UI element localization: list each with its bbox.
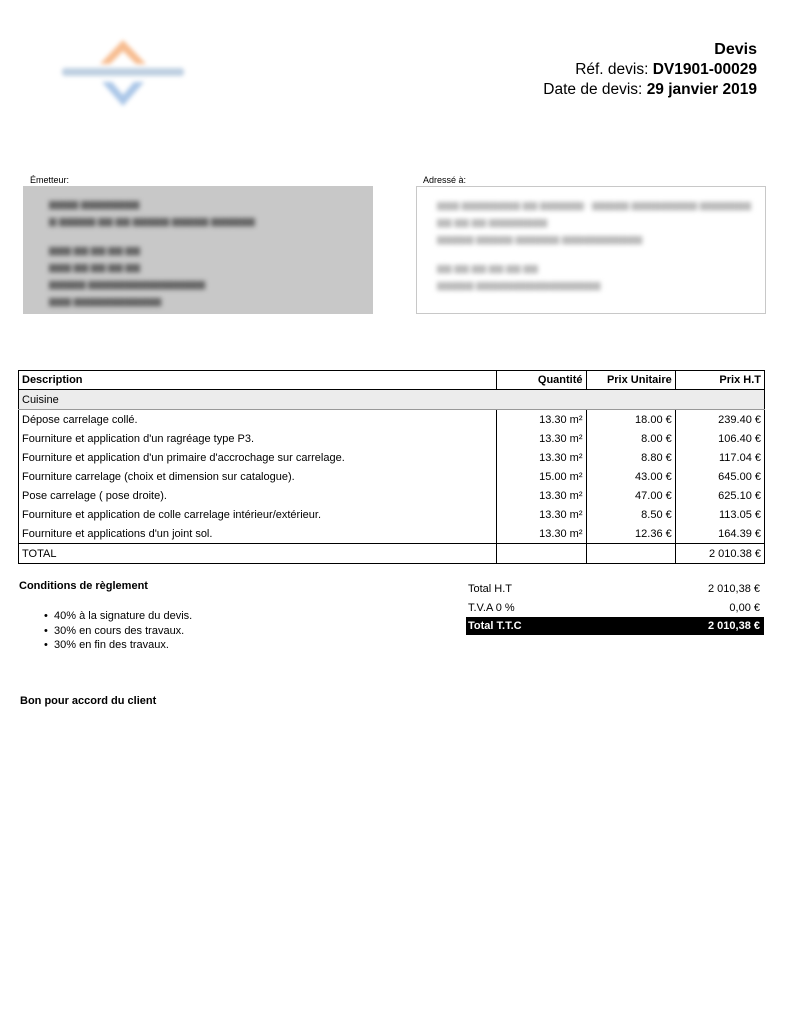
item-description: Fourniture et applications d'un joint sol. [19,524,497,544]
totals-summary [466,579,764,635]
table-header-row [19,371,765,390]
item-description: Fourniture et application d'un ragréage type P3. [19,429,497,448]
item-unit-price: 43.00 € [586,467,675,486]
payment-conditions-title: Conditions de règlement [19,580,148,592]
item-description: Pose carrelage ( pose droite). [19,486,497,505]
quote-reference: Réf. devis: DV1901-00029 [575,61,757,78]
item-description: Fourniture carrelage (choix et dimension sur catalogue). [19,467,497,486]
table-row [19,467,765,486]
recipient-address-redacted: ▆▆▆ ▆▆▆▆▆▆▆▆ ▆▆ ▆▆▆▆▆▆ - ▆▆▆▆▆ ▆▆▆▆▆▆▆▆▆ ▆▆▆▆▆▆▆ ▆▆ ▆▆ ▆▆ ▆▆▆▆▆▆▆▆ ▆▆▆▆▆ ▆▆▆▆▆ ▆▆▆▆▆▆ ▆▆▆▆▆▆▆▆▆▆▆ ▆▆ ▆▆ ▆▆ ▆▆ ▆▆ ▆▆ ▆▆▆▆▆ ▆▆▆▆▆▆▆▆▆▆▆▆▆▆▆▆▆ [437,200,751,291]
client-approval-label: Bon pour accord du client [20,695,157,707]
total-ht-row [466,579,764,598]
total-value: 2 010.38 € [675,544,764,564]
item-quantity: 13.30 m² [497,524,586,544]
item-unit-price: 8.00 € [586,429,675,448]
sender-box [23,186,373,314]
item-description: Dépose carrelage collé. [19,410,497,430]
list-item: • 30% en fin des travaux. [44,638,192,653]
item-unit-price: 8.50 € [586,505,675,524]
item-unit-price: 8.80 € [586,448,675,467]
column-header-price-ht: Prix H.T [675,371,764,390]
item-total: 239.40 € [675,410,764,430]
table-row [19,429,765,448]
section-label: Cuisine [19,390,765,410]
item-quantity: 15.00 m² [497,467,586,486]
item-quantity: 13.30 m² [497,429,586,448]
table-row [19,448,765,467]
sender-label: Émetteur: [30,175,70,185]
tva-label: T.V.A 0 % [468,601,515,614]
total-ttc-label: Total T.T.C [468,620,522,632]
recipient-box [416,186,766,314]
total-label: TOTAL [19,544,497,564]
recipient-label: Adressé à: [423,175,467,185]
table-total-row [19,544,765,564]
list-item: • 40% à la signature du devis. [44,609,192,624]
column-header-quantity: Quantité [497,371,586,390]
table-row [19,486,765,505]
list-item: • 30% en cours des travaux. [44,624,192,639]
item-unit-price: 18.00 € [586,410,675,430]
total-ht-label: Total H.T [468,582,513,595]
item-quantity: 13.30 m² [497,448,586,467]
item-total: 164.39 € [675,524,764,544]
item-total: 645.00 € [675,467,764,486]
section-row [19,390,765,410]
document-title: Devis [714,41,757,58]
total-empty-cell [497,544,586,564]
quote-date: Date de devis: 29 janvier 2019 [543,81,757,98]
item-total: 113.05 € [675,505,764,524]
sender-address-redacted: ▆▆▆▆ ▆▆▆▆▆▆▆▆ ▆ ▆▆▆▆▆ ▆▆ ▆▆ ▆▆▆▆▆ ▆▆▆▆▆ ▆▆▆▆▆▆ ▆▆▆ ▆▆ ▆▆ ▆▆ ▆▆ ▆▆▆ ▆▆ ▆▆ ▆▆ ▆▆ ▆▆▆▆▆ ▆▆▆▆▆▆▆▆▆▆▆▆▆▆▆▆ ▆▆▆ ▆▆▆▆▆▆▆▆▆▆▆▆ [49,199,255,307]
table-row [19,505,765,524]
item-description: Fourniture et application d'un primaire d'accrochage sur carrelage. [19,448,497,467]
column-header-description: Description [19,371,497,390]
item-total: 106.40 € [675,429,764,448]
total-ttc-value: 2 010,38 € [708,620,760,632]
item-total: 117.04 € [675,448,764,467]
item-unit-price: 12.36 € [586,524,675,544]
table-row [19,524,765,544]
document-header [543,40,757,100]
total-empty-cell [586,544,675,564]
item-unit-price: 47.00 € [586,486,675,505]
item-total: 625.10 € [675,486,764,505]
company-logo [58,36,188,114]
tva-value: 0,00 € [729,601,760,614]
item-quantity: 13.30 m² [497,410,586,430]
total-ttc-row [466,617,764,635]
table-row [19,410,765,430]
quote-items-table [18,370,765,564]
item-quantity: 13.30 m² [497,505,586,524]
tva-row [466,598,764,617]
column-header-unit-price: Prix Unitaire [586,371,675,390]
payment-conditions-list [44,609,192,653]
item-quantity: 13.30 m² [497,486,586,505]
item-description: Fourniture et application de colle carrelage intérieur/extérieur. [19,505,497,524]
total-ht-value: 2 010,38 € [708,582,760,595]
